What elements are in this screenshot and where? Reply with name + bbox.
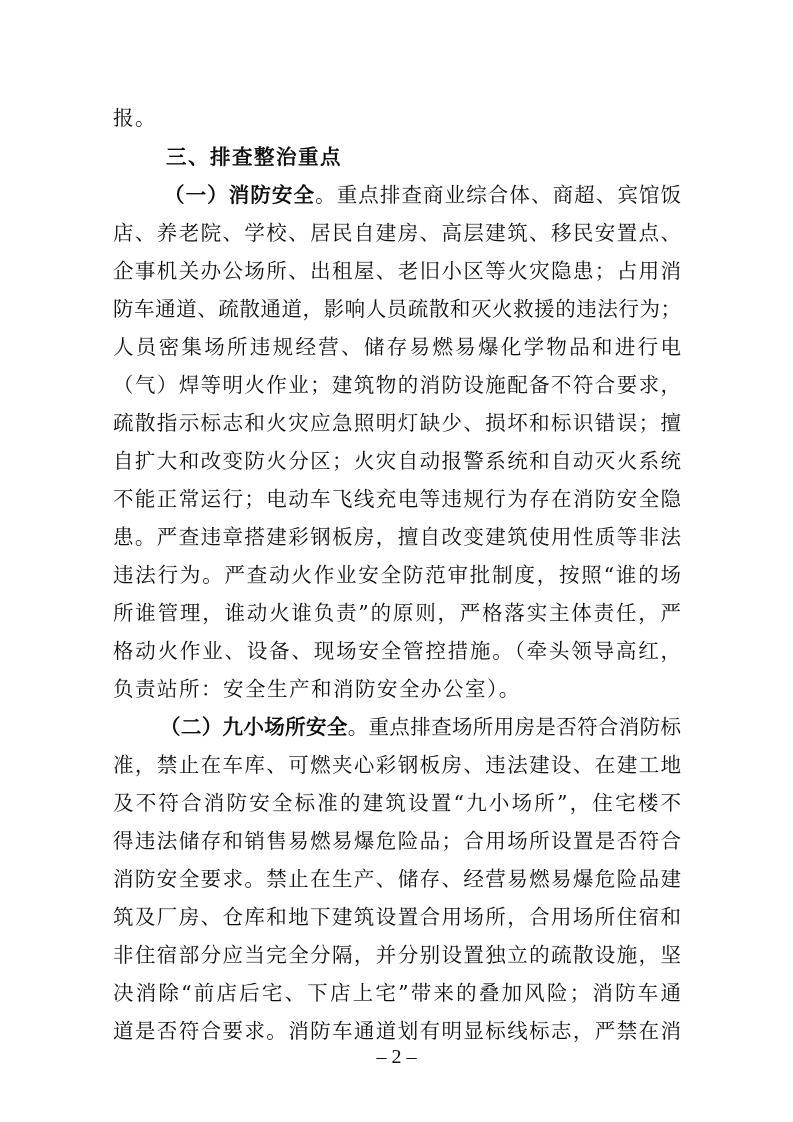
paragraph-line-text: （气）焊等明火作业；建筑物的消防设施配备不符合要求， — [113, 373, 681, 397]
section-heading-3-text: 三、排查整治重点 — [166, 145, 342, 169]
paragraph-line-text: 企事机关办公场所、出租屋、老旧小区等火灾隐患；占用消 — [113, 259, 681, 283]
paragraph-line — [113, 596, 681, 630]
paragraph-line-text: 人员密集场所违规经营、储存易燃易爆化学物品和进行电 — [113, 335, 681, 359]
paragraph-line-text: 格动火作业、设备、现场安全管控措施。（牵头领导高红， — [113, 639, 681, 663]
subsection-2-text: 。重点排查场所用房是否符合消防标 — [347, 715, 681, 739]
subsection-2-title: （二）九小场所安全 — [160, 715, 348, 739]
paragraph-line — [113, 558, 681, 592]
paragraph-line — [113, 444, 681, 478]
paragraph-line-text: 店、养老院、学校、居民自建房、高层建筑、移民安置点、 — [113, 221, 681, 245]
paragraph-line — [113, 862, 681, 896]
paragraph-line — [113, 634, 681, 668]
paragraph-line-text: 决消除“前店后宅、下店上宅”带来的叠加风险；消防车通 — [113, 981, 681, 1005]
paragraph-line — [113, 1014, 681, 1048]
paragraph-line-text: 自扩大和改变防火分区；火灾自动报警系统和自动灭火系统 — [113, 449, 681, 473]
paragraph-line-last — [113, 672, 521, 706]
subsection-1-title: （一）消防安全 — [164, 183, 316, 207]
paragraph-line — [113, 786, 681, 820]
section-heading-3 — [166, 140, 342, 174]
paragraph-line — [113, 216, 681, 250]
subsection-paragraph-2-line-1 — [160, 710, 681, 744]
paragraph-line-text: 违法行为。严查动火作业安全防范审批制度，按照“谁的场 — [113, 563, 681, 587]
subsection-1-text: 。重点排查商业综合体、商超、宾馆饭 — [315, 183, 681, 207]
paragraph-line — [113, 368, 681, 402]
paragraph-line — [113, 748, 681, 782]
text-line-1-content: 报。 — [113, 106, 157, 130]
paragraph-line-text: 疏散指示标志和火灾应急照明灯缺少、损坏和标识错误；擅 — [113, 411, 681, 435]
paragraph-line-text: 所谁管理，谁动火谁负责”的原则，严格落实主体责任，严 — [113, 601, 681, 625]
paragraph-line-text: 消防安全要求。禁止在生产、储存、经营易燃易爆危险品建 — [113, 867, 681, 891]
paragraph-line — [113, 900, 681, 934]
paragraph-line — [113, 254, 681, 288]
paragraph-line — [113, 292, 681, 326]
paragraph-line-text: 负责站所：安全生产和消防安全办公室）。 — [113, 677, 521, 701]
paragraph-line — [113, 482, 681, 516]
page-number: – 2 – — [376, 1046, 417, 1068]
subsection-paragraph-1-line-1 — [164, 178, 681, 212]
paragraph-line-text: 非住宿部分应当完全分隔，并分别设置独立的疏散设施，坚 — [113, 943, 681, 967]
paragraph-line — [113, 330, 681, 364]
paragraph-line-text: 筑及厂房、仓库和地下建筑设置合用场所，合用场所住宿和 — [113, 905, 681, 929]
paragraph-line-text: 不能正常运行；电动车飞线充电等违规行为存在消防安全隐 — [113, 487, 681, 511]
paragraph-line-text: 道是否符合要求。消防车通道划有明显标线标志，严禁在消 — [113, 1019, 681, 1043]
paragraph-line — [113, 406, 681, 440]
paragraph-line-text: 准，禁止在车库、可燃夹心彩钢板房、违法建设、在建工地 — [113, 753, 681, 777]
paragraph-line-text: 得违法储存和销售易燃易爆危险品；合用场所设置是否符合 — [113, 829, 681, 853]
paragraph-line — [113, 520, 681, 554]
paragraph-line-text: 患。严查违章搭建彩钢板房，擅自改变建筑使用性质等非法 — [113, 525, 681, 549]
paragraph-line-text: 及不符合消防安全标准的建筑设置“九小场所”，住宅楼不 — [113, 791, 681, 815]
paragraph-line — [113, 824, 681, 858]
paragraph-line — [113, 938, 681, 972]
text-line-1 — [113, 101, 157, 135]
paragraph-line-text: 防车通道、疏散通道，影响人员疏散和灭火救援的违法行为； — [113, 297, 681, 321]
paragraph-line — [113, 976, 681, 1010]
